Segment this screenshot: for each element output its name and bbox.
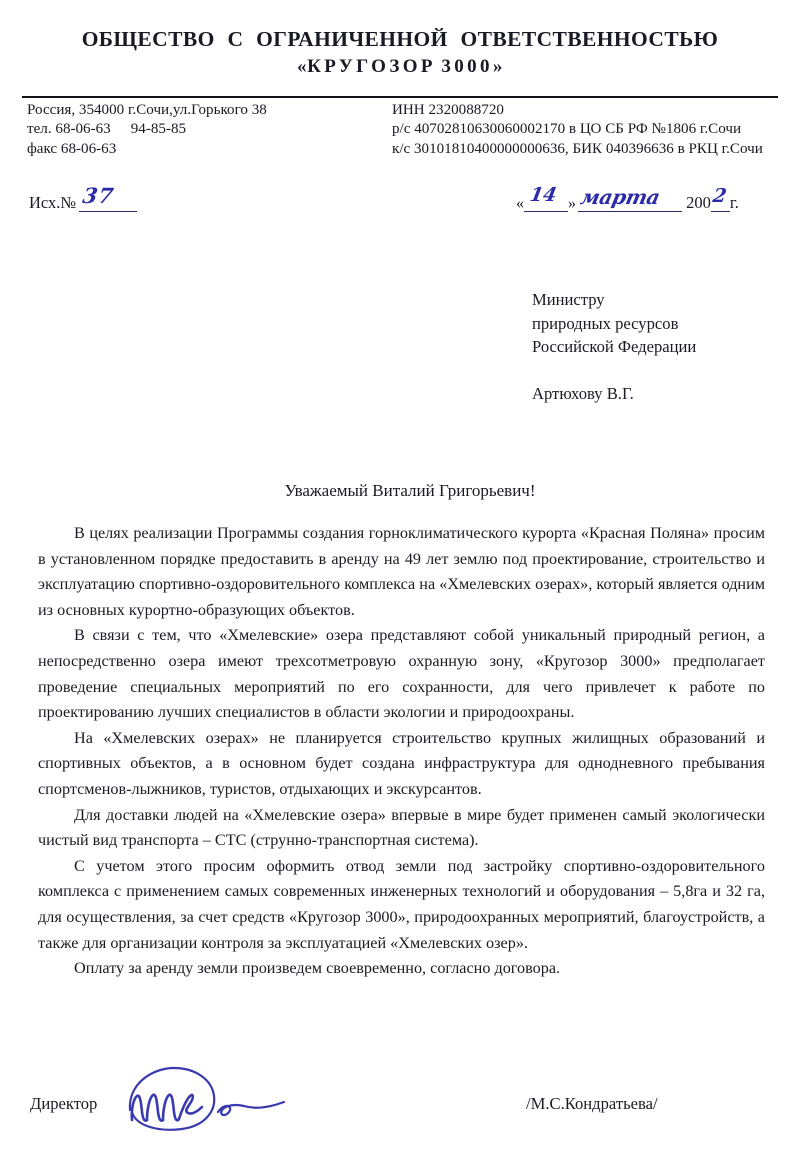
phone-number-1: 68-06-63 xyxy=(55,121,111,138)
addressee-country: Российской Федерации xyxy=(532,337,697,356)
organization-name-line xyxy=(0,54,800,80)
date-month-handwritten: марта xyxy=(578,185,663,209)
addressee-block xyxy=(532,288,696,405)
addressee-name: Артюхову В.Г. xyxy=(532,383,634,403)
organization-name: КРУГОЗОР xyxy=(307,56,436,78)
phone-label: тел. xyxy=(27,121,52,138)
body-paragraph: Оплату за аренду земли произведем своевременно, согласно договора. xyxy=(74,959,561,978)
addressee-position: Министру xyxy=(532,290,605,309)
handwritten-signature-mark xyxy=(118,1064,298,1142)
salutation-line xyxy=(0,481,800,501)
contact-details xyxy=(0,101,800,163)
body-paragraph: На «Хмелевских озерах» не планируется строительство крупных жилищных образований и спортивных объектов, а в основном будет создана инфраструктура для однодневного пребывания спортсменов-лыжников, туристов, отдыхающих и экскурсантов. xyxy=(38,728,765,798)
quote-open: « xyxy=(296,56,308,78)
date-quote-open: « xyxy=(516,195,524,212)
addressee-spacer xyxy=(532,359,696,382)
company-address: Россия, 354000 г.Сочи,ул.Горького 38 xyxy=(27,102,267,118)
fax-number: 68-06-63 xyxy=(60,140,117,157)
signatory-role: Директор xyxy=(30,1094,98,1113)
header-divider xyxy=(22,96,778,98)
date-year-blank xyxy=(710,185,730,212)
reference-and-date-row xyxy=(0,183,800,232)
signature-block xyxy=(0,1094,800,1134)
date-year-suffix: г. xyxy=(729,193,739,212)
body-paragraph: В связи с тем, что «Хмелевские» озера представляют собой уникальный природный регион, а непосредственно озера имеют трехсотметровую охранную зону, «Кругозор 3000» предполагает проведение специальных мероприятий по его сохранности, для чего привлечет к работе по проектированию лучших специалистов в области экологии и природоохраны. xyxy=(38,626,765,722)
company-correspondent-account: к/с 30101810400000000636, БИК 040396636 в РКЦ г.Сочи xyxy=(392,140,763,157)
quote-close: » xyxy=(492,56,504,78)
date-day-handwritten: 14 xyxy=(528,184,559,206)
outgoing-reference xyxy=(29,183,137,213)
contacts-right-column xyxy=(392,101,763,159)
salutation-text: Уважаемый Виталий Григорьевич! xyxy=(284,481,536,500)
company-inn: ИНН 2320088720 xyxy=(392,102,504,118)
date-month-blank xyxy=(578,185,682,212)
organization-type-line: ОБЩЕСТВО С ОГРАНИЧЕННОЙ ОТВЕТСТВЕННОСТЬЮ xyxy=(81,27,719,51)
contacts-left-column xyxy=(27,101,267,159)
fax-label: факс xyxy=(27,140,58,157)
signatory-name: /М.С.Кондратьева/ xyxy=(526,1094,658,1113)
body-paragraph: Для доставки людей на «Хмелевские озера» впервые в мире будет применен самый экологически чистый вид транспорта – СТС (струнно-транспортная система). xyxy=(38,805,765,850)
letter-body xyxy=(38,521,765,982)
date-year-prefix: 200 xyxy=(686,193,711,212)
body-paragraph: С учетом этого просим оформить отвод земли под застройку спортивно-оздоровительного комплекса с применением самых современных инженерных технологий и оборудования – 5,8га и 32 га, для осуществления, за счет средств «Кругозор 3000», природоохранных мероприятий, благоустройств, а также для организации контроля за эксплуатацией «Хмелевских озер». xyxy=(38,856,765,952)
company-phone xyxy=(27,120,267,139)
date-year-digit-handwritten: 2 xyxy=(710,185,729,207)
company-fax xyxy=(27,140,267,159)
addressee-department: природных ресурсов xyxy=(532,313,679,333)
body-paragraph: В целях реализации Программы создания горноклиматического курорта «Красная Поляна» просим в установленном порядке предоставить в аренду на 49 лет землю под проектирование, строительство и эксплуатацию спортивно-оздоровительного комплекса на «Хмелевских озерах», который является одним из основных курортно-образующих объектов. xyxy=(38,524,765,619)
date-day-blank xyxy=(524,184,568,212)
reference-number-handwritten: 37 xyxy=(81,183,117,208)
date-quote-close: » xyxy=(568,195,576,212)
company-settlement-account: р/с 40702810630060002170 в ЦО СБ РФ №1806 г.Сочи xyxy=(392,121,742,138)
phone-number-2: 94-85-85 xyxy=(130,121,187,138)
reference-number-blank xyxy=(79,183,137,212)
letterhead xyxy=(0,26,800,80)
letter-date xyxy=(516,184,739,213)
reference-label: Исх.№ xyxy=(29,193,77,212)
organization-number: 3000 xyxy=(441,56,493,78)
